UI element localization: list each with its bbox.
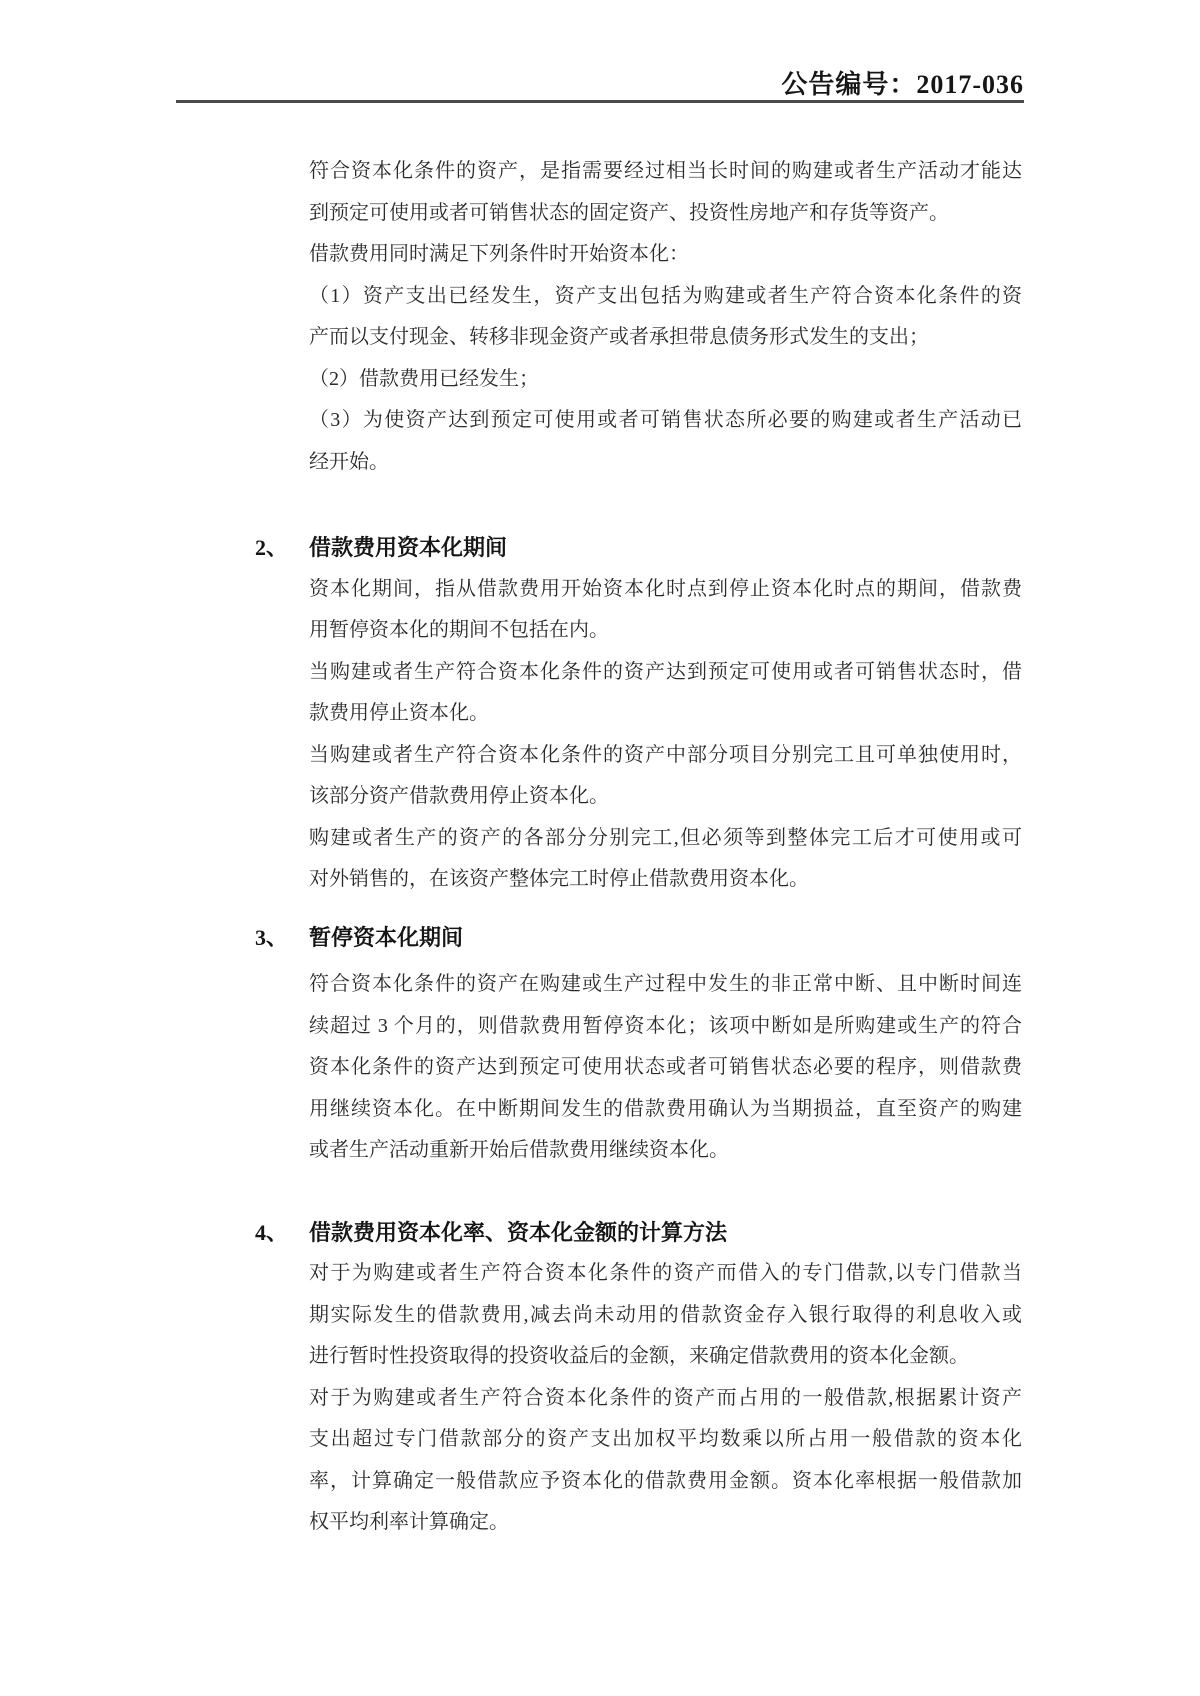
text-line: 用继续资本化。在中断期间发生的借款费用确认为当期损益，直至资产的购建 (309, 1097, 1022, 1120)
intro-paragraph (309, 140, 1022, 483)
section-heading (255, 917, 1022, 959)
section-body (309, 1253, 1022, 1544)
text-line: 借款费用同时满足下列条件时开始资本化： (309, 243, 689, 265)
section-heading (255, 527, 1022, 569)
text-line: 该部分资产借款费用停止资本化。 (309, 785, 609, 807)
text-line: 对于为购建或者生产符合资本化条件的资产而占用的一般借款,根据累计资产 (309, 1386, 1022, 1409)
text-line: （3）为使资产达到预定可使用或者可销售状态所必要的购建或者生产活动已 (309, 409, 1022, 431)
section-title: 借款费用资本化率、资本化金额的计算方法 (309, 1219, 728, 1245)
text-line: 或者生产活动重新开始后借款费用继续资本化。 (309, 1139, 729, 1161)
text-line: 续超过 3 个月的，则借款费用暂停资本化；该项中断如是所购建或生产的符合 (309, 1014, 1022, 1037)
text-line: 资本化条件的资产达到预定可使用状态或者可销售状态必要的程序，则借款费 (309, 1056, 1022, 1078)
text-line: 用暂停资本化的期间不包括在内。 (309, 619, 609, 641)
section-body (309, 569, 1022, 901)
text-line: 资本化期间，指从借款费用开始资本化时点到停止资本化时点的期间，借款费 (309, 577, 1022, 600)
section-suspension-period (255, 917, 1022, 1172)
section-number: 3、 (255, 924, 289, 950)
text-line: 经开始。 (309, 450, 389, 473)
text-line: 率，计算确定一般借款应予资本化的借款费用金额。资本化率根据一般借款加 (309, 1469, 1022, 1492)
document-body (255, 140, 1022, 1544)
section-title: 暂停资本化期间 (309, 924, 464, 950)
text-line: 权平均利率计算确定。 (309, 1511, 509, 1533)
section-capitalization-period (255, 527, 1022, 901)
text-line: 产而以支付现金、转移非现金资产或者承担带息债务形式发生的支出； (309, 326, 929, 348)
section-heading (255, 1212, 1022, 1254)
section-number: 2、 (255, 535, 289, 560)
text-line: 款费用停止资本化。 (309, 702, 489, 724)
text-line: 符合资本化条件的资产，是指需要经过相当长时间的购建或者生产活动才能达 (309, 160, 1022, 182)
text-line: 支出超过专门借款部分的资产支出加权平均数乘以所占用一般借款的资本化 (309, 1428, 1022, 1450)
text-line: 当购建或者生产符合资本化条件的资产达到预定可使用或者可销售状态时，借 (309, 660, 1022, 683)
section-body (309, 964, 1022, 1172)
text-line: 购建或者生产的资产的各部分分别完工,但必须等到整体完工后才可使用或可 (309, 826, 1022, 849)
announcement-number: 公告编号：2017-036 (781, 70, 1024, 99)
section-title: 借款费用资本化期间 (309, 535, 508, 560)
header-divider-line (176, 100, 1024, 103)
text-line: （2）借款费用已经发生； (309, 367, 539, 390)
text-line: 期实际发生的借款费用,减去尚未动用的借款资金存入银行取得的利息收入或 (309, 1303, 1022, 1326)
section-capitalization-rate-method (255, 1212, 1022, 1544)
section-number: 4、 (255, 1219, 289, 1245)
text-line: 当购建或者生产符合资本化条件的资产中部分项目分别完工且可单独使用时， (309, 743, 1022, 766)
text-line: 对外销售的，在该资产整体完工时停止借款费用资本化。 (309, 868, 809, 890)
text-line: 进行暂时性投资取得的投资收益后的金额，来确定借款费用的资本化金额。 (309, 1345, 969, 1367)
text-line: 符合资本化条件的资产在购建或生产过程中发生的非正常中断、且中断时间连 (309, 973, 1022, 995)
text-line: 到预定可使用或者可销售状态的固定资产、投资性房地产和存货等资产。 (309, 201, 949, 224)
text-line: 对于为购建或者生产符合资本化条件的资产而借入的专门借款,以专门借款当 (309, 1262, 1022, 1284)
text-line: （1）资产支出已经发生，资产支出包括为购建或者生产符合资本化条件的资 (309, 284, 1022, 307)
